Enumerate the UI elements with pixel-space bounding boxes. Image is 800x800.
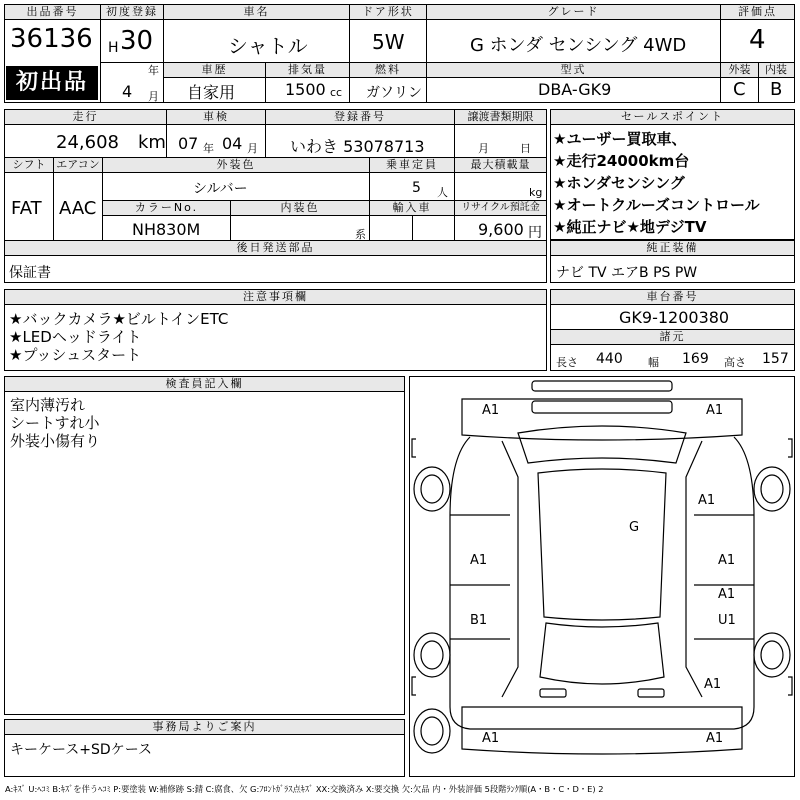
sales-point-item: ★純正ナビ★地デジTV	[553, 218, 707, 236]
fuel: ガソリン	[366, 85, 422, 101]
exterior-color-label: 外装色	[103, 158, 369, 173]
displacement: 1500	[285, 80, 326, 99]
grade-label: グレード	[427, 5, 720, 20]
score: 4	[749, 25, 766, 55]
door-type: 5W	[372, 30, 405, 54]
notes-label: 注意事項欄	[5, 290, 546, 305]
first-reg-era: H	[108, 40, 119, 56]
displacement-unit: cc	[330, 86, 343, 99]
height: 157	[762, 351, 789, 367]
dims-label: 諸元	[551, 330, 794, 345]
model-type: DBA-GK9	[538, 80, 612, 99]
import-label: 輸入車	[370, 201, 454, 216]
recycle-unit: 円	[528, 225, 542, 241]
exterior-color: シルバー	[193, 181, 248, 197]
inspector-item: シートすれ小	[10, 414, 100, 432]
length-label: 長さ	[556, 356, 578, 369]
grade: G ホンダ センシング 4WD	[470, 35, 687, 56]
recycle: 9,600	[478, 220, 524, 239]
history: 自家用	[187, 83, 236, 102]
max-load-unit: kg	[529, 186, 543, 199]
color-no-label: カラーNo.	[103, 201, 230, 216]
damage-mark: A1	[698, 493, 716, 508]
sales-points-label: セールスポイント	[551, 110, 794, 125]
later-parts-label: 後日発送部品	[5, 241, 546, 256]
damage-mark: A1	[482, 403, 500, 418]
damage-mark: A1	[718, 553, 736, 568]
sales-point-item: ★ユーザー買取車、	[553, 130, 687, 148]
mileage-label: 走行	[5, 110, 166, 125]
width-label: 幅	[648, 356, 659, 369]
car-name: シャトル	[228, 34, 308, 58]
inspection-label: 車検	[167, 110, 265, 125]
lot-label: 出品番号	[5, 5, 100, 20]
inspection-month: 04	[222, 134, 243, 153]
first-reg-year: 30	[120, 26, 154, 56]
genuine-label: 純正装備	[551, 241, 794, 256]
capacity: 5	[412, 180, 421, 196]
later-parts-block	[4, 240, 547, 283]
interior-color-unit: 系	[355, 228, 366, 241]
inspector-label: 検査員記入欄	[5, 377, 404, 392]
registration-label: 登録番号	[266, 110, 454, 125]
shift: FAT	[11, 198, 42, 219]
damage-mark: A1	[706, 731, 724, 746]
capacity-label: 乗車定員	[370, 158, 454, 173]
inspection-year: 07	[178, 134, 199, 153]
interior-color-label: 内装色	[231, 201, 369, 216]
car-name-label: 車名	[164, 5, 349, 20]
first-reg-year-unit: 年	[148, 64, 159, 77]
mileage: 24,608	[56, 132, 119, 153]
note-item: ★バックカメラ★ビルトインETC	[9, 310, 229, 328]
capacity-unit: 人	[437, 186, 448, 199]
score-label: 評価点	[721, 5, 794, 20]
height-label: 高さ	[724, 356, 746, 369]
recycle-label: リサイクル預託金	[455, 201, 546, 216]
sales-point-item: ★オートクルーズコントロール	[553, 196, 760, 214]
ext-score: C	[733, 79, 746, 100]
transfer-label: 譲渡書類期限	[455, 110, 546, 125]
inspection-year-unit: 年	[203, 142, 214, 155]
inspection-month-unit: 月	[247, 142, 258, 155]
first-reg-month: 4	[122, 82, 133, 101]
length: 440	[596, 351, 623, 367]
chassis-label: 車台番号	[551, 290, 794, 305]
damage-mark: G	[629, 520, 640, 535]
inspector-item: 外装小傷有り	[10, 432, 101, 450]
aircon-label: エアコン	[54, 158, 102, 173]
int-score-label: 内装	[758, 63, 794, 78]
aircon: AAC	[59, 198, 97, 219]
transfer-day-unit: 日	[520, 142, 531, 155]
later-parts: 保証書	[9, 265, 51, 281]
genuine-equipment: ナビ TV エアB PS PW	[556, 265, 698, 281]
door-label: ドア形状	[350, 5, 426, 20]
damage-mark: A1	[706, 403, 724, 418]
damage-mark: A1	[704, 677, 722, 692]
note-item: ★プッシュスタート	[9, 346, 142, 364]
inspector-list	[10, 396, 100, 450]
transfer-month-unit: 月	[478, 142, 489, 155]
damage-mark: U1	[718, 613, 736, 628]
sales-point-item: ★走行24000km台	[553, 152, 690, 170]
ext-score-label: 外装	[721, 63, 758, 78]
shift-label: シフト	[5, 158, 53, 173]
history-label: 車歴	[164, 63, 265, 78]
registration-number: いわき 53078713	[290, 137, 425, 156]
office-note: キーケース+SDケース	[10, 742, 152, 758]
office-label: 事務局よりご案内	[5, 720, 404, 735]
displacement-label: 排気量	[266, 63, 349, 78]
chassis-number: GK9-1200380	[619, 308, 730, 327]
note-item: ★LEDヘッドライト	[9, 328, 142, 346]
vehicle-info-block	[4, 109, 547, 255]
first-listing-badge: 初出品	[6, 66, 98, 100]
sales-point-item: ★ホンダセンシング	[553, 174, 685, 192]
notes-list	[9, 310, 228, 364]
first-reg-label: 初度登録	[101, 5, 163, 20]
damage-mark: A1	[718, 587, 736, 602]
lot-number: 36136	[10, 24, 93, 54]
first-reg-month-unit: 月	[148, 90, 159, 103]
inspector-item: 室内薄汚れ	[10, 396, 86, 414]
int-score: B	[770, 79, 783, 100]
model-type-label: 型式	[427, 63, 720, 78]
damage-mark: A1	[470, 553, 488, 568]
width: 169	[682, 351, 709, 367]
legend: A:ｷｽﾞ U:ﾍｺﾐ B:ｷｽﾞを伴うﾍｺﾐ P:要塗装 W:補修跡 S:錆 C:腐食、欠 G:ﾌﾛﾝﾄｶﾞﾗｽ点ｷｽﾞ XX:交換済み X:要交換 欠:欠品 内・外装評価 5段階ﾗﾝｸ順(A・B・C・D・E) 2	[5, 784, 604, 794]
max-load-label: 最大積載量	[455, 158, 546, 173]
mileage-unit: km	[138, 132, 166, 153]
color-no: NH830M	[132, 220, 201, 239]
sales-points-list	[553, 128, 760, 238]
damage-diagram	[409, 376, 795, 777]
damage-mark: B1	[470, 613, 488, 628]
car-outline-diagram	[410, 377, 794, 776]
fuel-label: 燃料	[350, 63, 426, 78]
damage-mark: A1	[482, 731, 500, 746]
